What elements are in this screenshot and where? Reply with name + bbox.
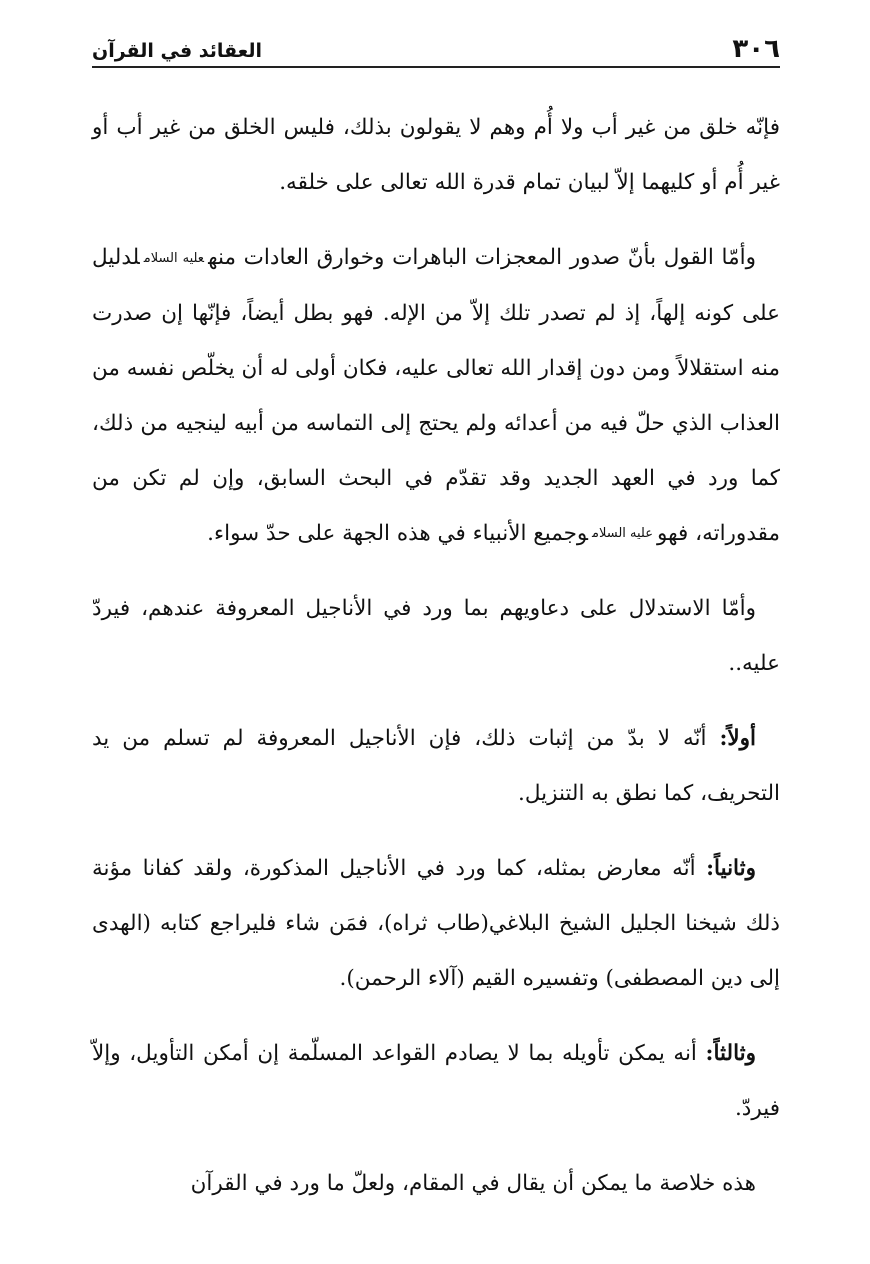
paragraph-3: وأمّا الاستدلال على دعاويهم بما ورد في الأناجيل المعروفة عندهم، فيردّ عليه..	[92, 596, 780, 676]
paragraph-7: هذه خلاصة ما يمكن أن يقال في المقام، ولعلّ ما ورد في القرآن	[190, 1171, 756, 1196]
honorific-glyph: عليه السلام	[143, 250, 205, 266]
page-body	[92, 100, 780, 1231]
running-book-title: العقائد في القرآن	[92, 40, 263, 62]
page-number: ٣٠٦	[732, 34, 780, 64]
paragraph-2-part-b: لدليل على كونه إلهاً، إذ لم تصدر تلك إلاّ من الإله. فهو بطل أيضاً، فإنّها إن صدرت منه استقلالاً ومن دون إقدار الله تعالى عليه، فكان أولى له أن يخلّص نفسه من العذاب الذي حلّ فيه من أعدائه ولم يحتج إلى التماسه من أبيه لينجيه من ذلك، كما ورد في العهد الجديد وقد تقدّم في البحث السابق، وإن لم تكن من مقدوراته، فهو	[92, 245, 780, 546]
point-first-text: أنّه لا بدّ من إثبات ذلك، فإن الأناجيل المعروفة لم تسلم من يد التحريف، كما نطق به التنزيل.	[92, 726, 780, 806]
paragraph-5	[92, 841, 780, 1006]
point-third-lead: وثالثاً:	[705, 1041, 756, 1066]
paragraph-2-part-c: وجميع الأنبياء في هذه الجهة على حدّ سواء.	[207, 520, 589, 546]
paragraph-1: فإنّه خلق من غير أب ولا أُم وهم لا يقولون بذلك، فليس الخلق من غير أب أو غير أُم أو كليهما إلاّ لبيان تمام قدرة الله تعالى على خلقه.	[92, 115, 780, 195]
point-second-text: أنّه معارض بمثله، كما ورد في الأناجيل المذكورة، ولقد كفانا مؤنة ذلك شيخنا الجليل الشيخ البلاغي(طاب ثراه)، فمَن شاء فليراجع كتابه (الهدى إلى دين المصطفى) وتفسيره القيم (آلاء الرحمن).	[92, 856, 780, 991]
point-second-lead: وثانياً:	[706, 856, 756, 881]
honorific-glyph: عليه السلام	[592, 526, 653, 541]
point-first-lead: أولاً:	[719, 726, 756, 751]
paragraph-2	[92, 230, 780, 561]
paragraph-2-part-a: وأمّا القول بأنّ صدور المعجزات الباهرات وخوارق العادات منه	[208, 245, 756, 270]
paragraph-6	[92, 1026, 780, 1136]
paragraph-4	[92, 711, 780, 821]
page-header	[92, 36, 780, 68]
point-third-text: أنه يمكن تأويله بما لا يصادم القواعد المسلّمة إن أمكن التأويل، وإلاّ فيردّ.	[92, 1041, 780, 1121]
